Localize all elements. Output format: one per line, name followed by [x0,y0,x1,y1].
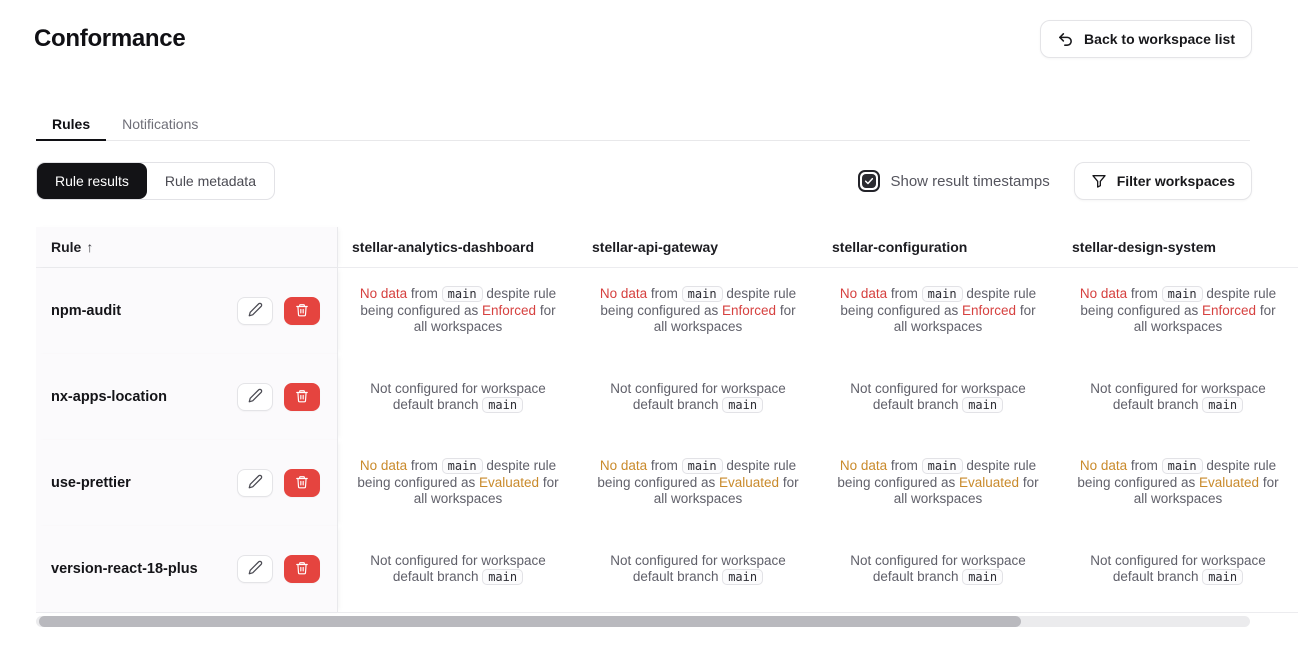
tab-bar [36,108,1250,141]
status-level-text: No data [599,458,648,474]
toggle-rule-results[interactable]: Rule results [37,163,147,199]
status-level-text: No data [1079,458,1128,474]
result-cell-stellar-configuration [818,440,1058,526]
status-level-text: No data [839,458,888,474]
result-text: Not configured for workspace default branch main [610,552,786,584]
result-text: Not configured for workspace default branch main [610,380,786,412]
table-header-row [36,227,1298,268]
delete-rule-button[interactable] [284,555,320,583]
edit-rule-button[interactable] [237,297,273,325]
show-timestamps-checkbox[interactable] [858,170,880,192]
delete-rule-button[interactable] [284,383,320,411]
rule-name: use-prettier [51,475,131,491]
result-cell-stellar-analytics-dashboard [338,440,578,526]
branch-chip: main [1202,397,1243,413]
edit-rule-button[interactable] [237,469,273,497]
status-level-text: Evaluated [1199,474,1260,490]
pencil-icon [248,560,263,578]
rule-cell [36,268,338,354]
status-level-text: No data [359,458,408,474]
status-level-text: Enforced [1202,302,1257,318]
back-button-label: Back to workspace list [1084,31,1235,47]
rule-cell [36,440,338,526]
controls-row [36,162,1252,200]
status-level-text: No data [1079,286,1128,302]
branch-chip: main [1162,286,1203,302]
checkmark-icon [862,174,876,188]
rules-table [36,227,1279,613]
branch-chip: main [962,569,1003,585]
result-text: Not configured for workspace default branch main [850,380,1026,412]
column-header-rule[interactable] [36,227,338,267]
column-header-stellar-api-gateway: stellar-api-gateway [592,239,719,255]
result-cell-stellar-api-gateway [578,440,818,526]
result-cell-stellar-configuration [818,526,1058,612]
branch-chip: main [442,458,483,474]
tab-notifications-label: Notifications [122,116,199,132]
return-arrow-icon [1057,31,1074,48]
horizontal-scrollbar-track[interactable] [36,616,1250,627]
column-header-stellar-analytics-dashboard: stellar-analytics-dashboard [352,239,535,255]
rule-header-label: Rule [51,239,82,255]
status-level-text: No data [359,286,408,302]
result-cell-stellar-api-gateway [578,354,818,440]
column-header-stellar-design-system: stellar-design-system [1072,239,1216,255]
tab-notifications[interactable] [106,108,214,140]
table-row-npm-audit [36,268,1298,354]
branch-chip: main [922,286,963,302]
result-cell-stellar-analytics-dashboard [338,268,578,354]
horizontal-scrollbar-thumb[interactable] [39,616,1021,627]
sort-ascending-icon: ↑ [86,239,94,255]
filter-workspaces-button[interactable] [1074,162,1252,200]
result-text: No data from main despite rule being configured as Evaluated for all workspaces [837,458,1039,507]
rule-name: nx-apps-location [51,389,168,405]
branch-chip: main [682,458,723,474]
status-level-text: No data [599,286,648,302]
trash-icon [295,389,309,406]
tab-rules-label: Rules [52,116,91,132]
result-cell-stellar-analytics-dashboard [338,354,578,440]
tab-rules[interactable] [36,108,106,140]
toggle-rule-metadata[interactable]: Rule metadata [147,163,274,199]
result-text: No data from main despite rule being configured as Evaluated for all workspaces [1077,458,1279,507]
rule-actions [237,383,320,411]
branch-chip: main [482,397,523,413]
branch-chip: main [1162,458,1203,474]
branch-chip: main [442,286,483,302]
show-timestamps-control[interactable] [858,170,1049,192]
branch-chip: main [962,397,1003,413]
result-text: No data from main despite rule being configured as Evaluated for all workspaces [357,458,559,507]
filter-button-label: Filter workspaces [1116,173,1235,189]
show-timestamps-label: Show result timestamps [890,172,1050,190]
branch-chip: main [722,397,763,413]
result-cell-stellar-api-gateway [578,268,818,354]
branch-chip: main [722,569,763,585]
rule-name: version-react-18-plus [51,561,198,577]
result-text: No data from main despite rule being configured as Enforced for all workspaces [599,286,797,335]
table-row-version-react-18-plus [36,526,1298,612]
result-cell-stellar-configuration [818,268,1058,354]
table-row-nx-apps-location [36,354,1298,440]
result-cell-stellar-design-system [1058,526,1298,612]
result-text: Not configured for workspace default branch main [370,380,546,412]
trash-icon [295,561,309,578]
delete-rule-button[interactable] [284,469,320,497]
status-level-text: No data [839,286,888,302]
result-cell-stellar-configuration [818,354,1058,440]
rule-name: npm-audit [51,303,122,319]
column-header-stellar-configuration: stellar-configuration [832,239,968,255]
status-level-text: Evaluated [959,474,1020,490]
status-level-text: Enforced [962,302,1017,318]
trash-icon [295,475,309,492]
pencil-icon [248,302,263,320]
result-cell-stellar-design-system [1058,440,1298,526]
trash-icon [295,303,309,320]
table-body [36,268,1298,612]
filter-funnel-icon [1091,173,1107,189]
result-text: Not configured for workspace default branch main [1090,552,1266,584]
status-level-text: Evaluated [479,474,540,490]
rule-actions [237,469,320,497]
rules-table-inner [36,227,1298,613]
delete-rule-button[interactable] [284,297,320,325]
page-title: Conformance [34,25,186,52]
result-text: Not configured for workspace default branch main [850,552,1026,584]
view-toggle [36,162,275,200]
branch-chip: main [482,569,523,585]
result-text: Not configured for workspace default branch main [1090,380,1266,412]
result-text: Not configured for workspace default branch main [370,552,546,584]
rule-actions [237,555,320,583]
edit-rule-button[interactable] [237,555,273,583]
pencil-icon [248,474,263,492]
pencil-icon [248,388,263,406]
branch-chip: main [922,458,963,474]
result-text: No data from main despite rule being configured as Enforced for all workspaces [1079,286,1277,335]
edit-rule-button[interactable] [237,383,273,411]
status-level-text: Evaluated [719,474,780,490]
page-header [0,0,1286,58]
rule-cell [36,354,338,440]
back-to-workspace-list-button[interactable] [1040,20,1252,58]
right-controls [858,162,1252,200]
result-cell-stellar-analytics-dashboard [338,526,578,612]
branch-chip: main [682,286,723,302]
status-level-text: Enforced [482,302,537,318]
result-text: No data from main despite rule being configured as Evaluated for all workspaces [597,458,799,507]
result-text: No data from main despite rule being configured as Enforced for all workspaces [359,286,557,335]
status-level-text: Enforced [722,302,777,318]
branch-chip: main [1202,569,1243,585]
table-row-use-prettier [36,440,1298,526]
rule-cell [36,526,338,612]
result-text: No data from main despite rule being configured as Enforced for all workspaces [839,286,1037,335]
rule-actions [237,297,320,325]
result-cell-stellar-api-gateway [578,526,818,612]
result-cell-stellar-design-system [1058,268,1298,354]
result-cell-stellar-design-system [1058,354,1298,440]
